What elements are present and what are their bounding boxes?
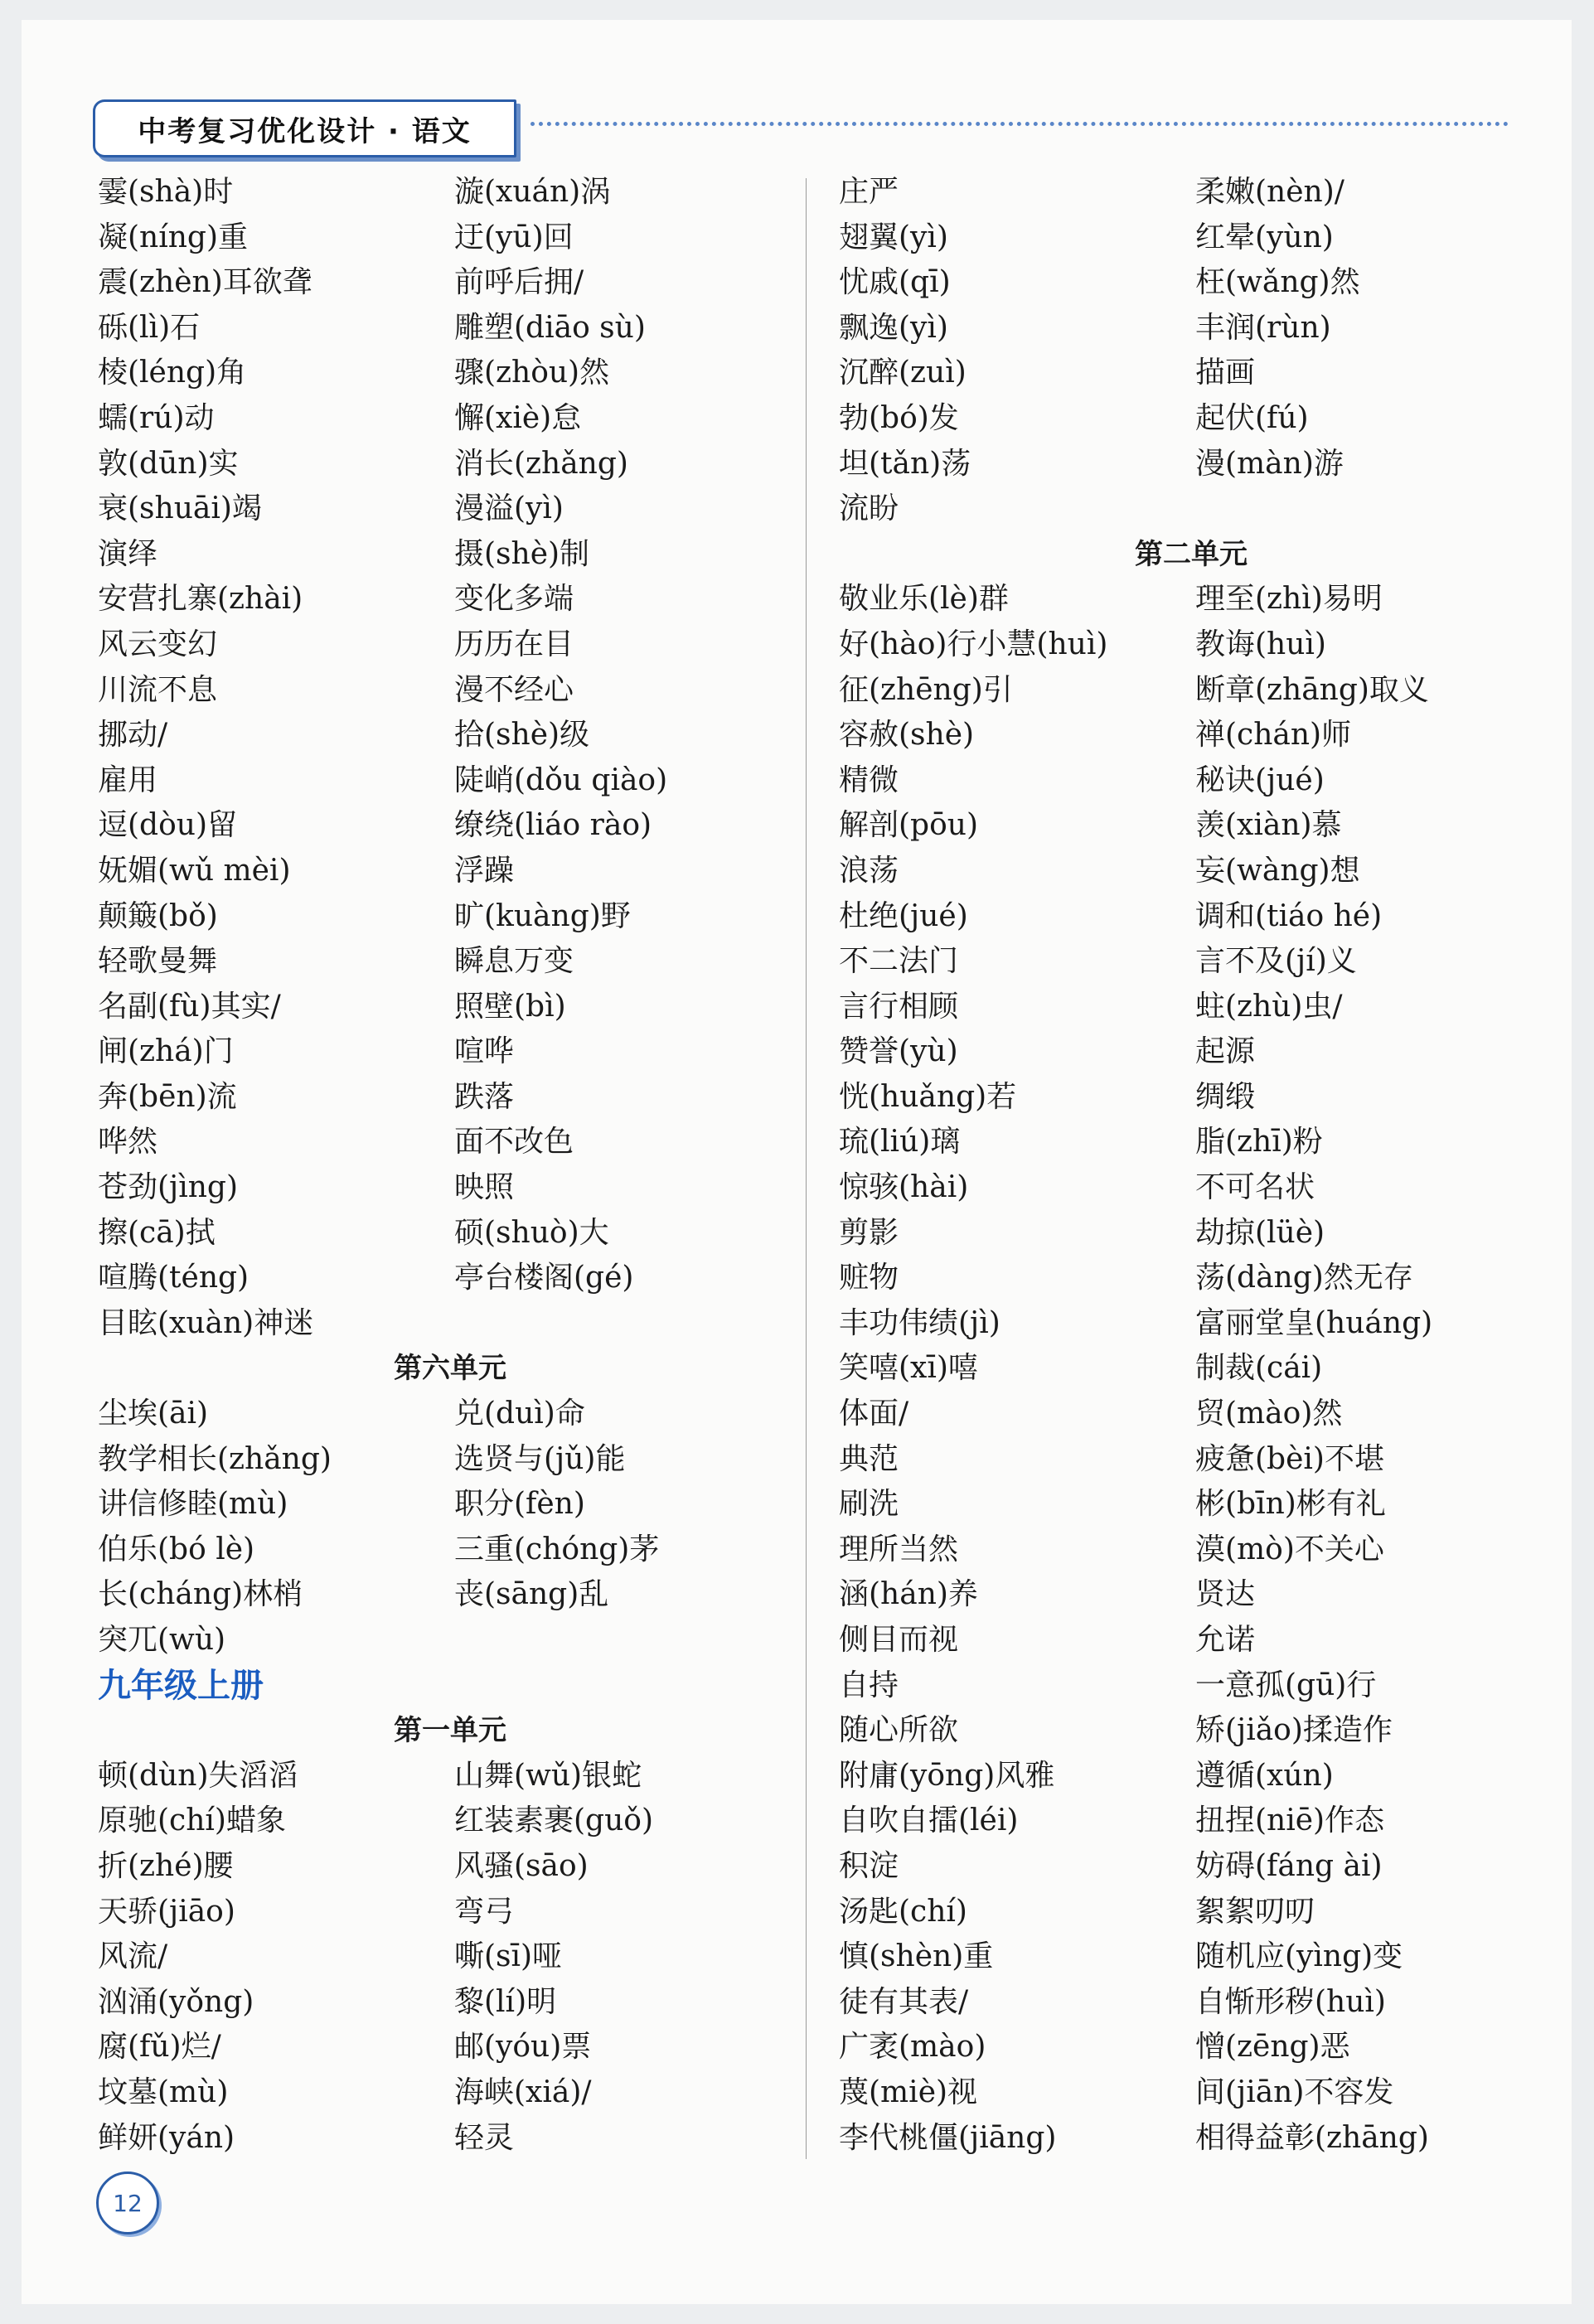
vocab-entry: 兑(duì)命 <box>454 1397 585 1431</box>
vocab-entry: 喧腾(téng) <box>98 1261 250 1295</box>
vocab-entry: 徒有其表/ <box>839 1984 969 2019</box>
vocab-entry: 好(hào)行小慧(huì) <box>839 627 1108 661</box>
vocab-entry: 擦(cā)拭 <box>98 1215 216 1250</box>
vocab-entry: 闸(zhá)门 <box>98 1034 234 1069</box>
vocab-entry: 沉醉(zuì) <box>839 356 967 390</box>
vocab-grid-left-a <box>98 170 802 1346</box>
vocab-entry: 弯弓 <box>454 1894 515 1929</box>
vocab-entry: 理所当然 <box>839 1532 959 1566</box>
vocab-entry: 自持 <box>839 1668 899 1702</box>
vocab-entry: 侧目而视 <box>839 1623 959 1657</box>
vocab-entry: 丰润(rùn) <box>1195 310 1331 345</box>
vocab-entry: 坟墓(mù) <box>98 2075 229 2109</box>
vocab-entry: 蛀(zhù)虫/ <box>1195 989 1343 1024</box>
unit-title-one: 第一单元 <box>394 1714 506 1748</box>
vocab-entry: 赃物 <box>839 1261 899 1295</box>
vocab-entry: 风云变幻 <box>98 627 218 661</box>
vocab-entry: 禅(chán)师 <box>1195 718 1352 753</box>
vocab-entry: 妩媚(wǔ mèi) <box>98 853 291 888</box>
vocab-entry: 风流/ <box>98 1939 168 1974</box>
vocab-entry: 恍(huǎng)若 <box>839 1079 1017 1114</box>
vocab-entry: 腐(fǔ)烂/ <box>98 2030 221 2065</box>
vocab-entry: 顿(dùn)失滔滔 <box>98 1758 298 1793</box>
vocab-entry: 笑嘻(xī)嘻 <box>839 1351 978 1386</box>
vocab-entry: 目眩(xuàn)神迷 <box>98 1305 314 1340</box>
vocab-entry: 突兀(wù) <box>98 1623 226 1657</box>
vocab-entry: 忧戚(qī) <box>839 265 951 300</box>
vocab-entry: 蔑(miè)视 <box>839 2075 978 2109</box>
vocab-entry: 翅翼(yì) <box>839 220 948 254</box>
vocab-entry: 雇用 <box>98 763 158 797</box>
vocab-entry: 旷(kuàng)野 <box>454 898 631 933</box>
vocab-entry: 漫(màn)游 <box>1195 446 1344 481</box>
column-divider <box>806 178 807 2159</box>
vocab-entry: 挪动/ <box>98 718 168 753</box>
vocab-entry: 庄严 <box>839 175 899 209</box>
vocab-entry: 刷洗 <box>839 1487 899 1522</box>
vocab-entry: 教诲(huì) <box>1195 627 1326 661</box>
vocab-entry: 言行相顾 <box>839 989 959 1024</box>
page-number: 12 <box>96 2171 159 2234</box>
vocab-entry: 敬业乐(lè)群 <box>839 582 1009 617</box>
grade-title: 九年级上册 <box>98 1666 264 1705</box>
vocab-entry: 不二法门 <box>839 944 959 979</box>
vocab-entry: 海峡(xiá)/ <box>454 2075 592 2109</box>
vocab-entry: 调和(tiáo hé) <box>1195 898 1383 933</box>
vocab-entry: 彬(bīn)彬有礼 <box>1195 1487 1386 1522</box>
vocab-entry: 随心所欲 <box>839 1713 959 1748</box>
vocab-entry: 贤达 <box>1195 1577 1256 1612</box>
vocab-entry: 精微 <box>839 763 899 797</box>
vocab-entry: 迂(yū)回 <box>454 220 574 254</box>
vocab-entry <box>454 1618 802 1663</box>
vocab-entry: 历历在目 <box>454 627 574 661</box>
left-column <box>98 170 802 2161</box>
vocab-entry: 慎(shèn)重 <box>839 1939 994 1974</box>
vocab-entry: 李代桃僵(jiāng) <box>839 2120 1057 2155</box>
vocab-entry: 贸(mào)然 <box>1195 1397 1343 1431</box>
vocab-entry: 漠(mò)不关心 <box>1195 1532 1384 1566</box>
vocab-entry: 颠簸(bǒ) <box>98 898 218 933</box>
vocab-entry: 名副(fù)其实/ <box>98 989 281 1024</box>
vocab-entry: 安营扎寨(zhài) <box>98 582 303 617</box>
vocab-entry: 震(zhèn)耳欲聋 <box>98 265 313 300</box>
vocab-entry: 红晕(yùn) <box>1195 220 1334 254</box>
vocab-entry: 绸缎 <box>1195 1079 1256 1114</box>
header-dotted-rule <box>531 122 1509 126</box>
vocab-entry: 流盼 <box>839 491 899 526</box>
vocab-entry: 选贤与(jǔ)能 <box>454 1441 626 1476</box>
vocab-entry: 脂(zhī)粉 <box>1195 1125 1323 1160</box>
vocab-entry: 嘶(sī)哑 <box>454 1939 563 1974</box>
vocab-entry: 哗然 <box>98 1125 158 1160</box>
vocab-entry: 奔(bēn)流 <box>98 1079 237 1114</box>
page-header-title: 中考复习优化设计 · 语文 <box>93 99 516 157</box>
vocab-entry: 陡峭(dǒu qiào) <box>454 763 668 797</box>
vocab-entry: 长(cháng)林梢 <box>98 1577 303 1612</box>
vocab-entry: 一意孤(gū)行 <box>1195 1668 1377 1702</box>
vocab-entry: 枉(wǎng)然 <box>1195 265 1360 300</box>
vocab-entry: 教学相长(zhǎng) <box>98 1441 332 1476</box>
vocab-entry: 鲜妍(yán) <box>98 2120 235 2155</box>
vocab-entry: 凝(níng)重 <box>98 220 249 254</box>
unit-title-two: 第二单元 <box>1135 537 1248 571</box>
vocab-entry: 瞬息万变 <box>454 944 574 979</box>
vocab-entry: 漫不经心 <box>454 672 574 707</box>
vocab-entry: 杜绝(jué) <box>839 898 968 933</box>
vocab-entry: 蠕(rú)动 <box>98 400 215 435</box>
vocab-entry: 川流不息 <box>98 672 218 707</box>
vocab-entry: 起源 <box>1195 1034 1256 1069</box>
vocab-entry: 允诺 <box>1195 1623 1256 1657</box>
vocab-grid-right-a <box>839 170 1543 532</box>
vocab-entry: 妄(wàng)想 <box>1195 853 1360 888</box>
vocab-entry: 解剖(pōu) <box>839 808 978 843</box>
vocab-entry: 黎(lí)明 <box>454 1984 557 2019</box>
vocab-entry: 相得益彰(zhāng) <box>1195 2120 1429 2155</box>
vocab-entry: 涵(hán)养 <box>839 1577 978 1612</box>
vocab-entry: 间(jiān)不容发 <box>1195 2075 1394 2109</box>
vocab-entry: 砾(lì)石 <box>98 310 201 345</box>
vocab-entry: 漩(xuán)涡 <box>454 175 611 209</box>
vocab-entry: 坦(tǎn)荡 <box>839 446 971 481</box>
vocab-entry: 汤匙(chí) <box>839 1894 967 1929</box>
vocab-entry: 照壁(bì) <box>454 989 566 1024</box>
vocab-entry: 容赦(shè) <box>839 718 975 753</box>
vocab-entry: 喧哗 <box>454 1034 515 1069</box>
vocab-entry: 断章(zhāng)取义 <box>1195 672 1429 707</box>
vocab-entry: 广袤(mào) <box>839 2030 986 2065</box>
vocab-entry: 絮絮叨叨 <box>1195 1894 1315 1929</box>
vocab-entry: 言不及(jí)义 <box>1195 944 1357 979</box>
vocab-entry: 体面/ <box>839 1397 909 1431</box>
vocab-entry: 轻歌曼舞 <box>98 944 218 979</box>
vocab-entry: 缭绕(liáo rào) <box>454 808 652 843</box>
vocab-entry: 妨碍(fáng ài) <box>1195 1848 1383 1883</box>
vocab-entry: 折(zhé)腰 <box>98 1848 234 1883</box>
vocab-entry: 积淀 <box>839 1848 899 1883</box>
vocab-entry: 扭捏(niē)作态 <box>1195 1804 1385 1838</box>
vocab-entry: 琉(liú)璃 <box>839 1125 961 1160</box>
vocab-entry: 摄(shè)制 <box>454 536 590 571</box>
vocab-entry: 漫溢(yì) <box>454 491 564 526</box>
vocab-entry: 衰(shuāi)竭 <box>98 491 262 526</box>
vocab-entry: 征(zhēng)引 <box>839 672 1013 707</box>
vocab-entry: 邮(yóu)票 <box>454 2030 592 2065</box>
vocab-entry: 浪荡 <box>839 853 899 888</box>
vocab-entry: 棱(léng)角 <box>98 356 247 390</box>
vocab-entry: 敦(dūn)实 <box>98 446 239 481</box>
vocab-entry: 理至(zhì)易明 <box>1195 582 1383 617</box>
vocab-entry: 自吹自擂(léi) <box>839 1804 1019 1838</box>
vocab-entry: 丰功伟绩(jì) <box>839 1305 1000 1340</box>
vocab-entry: 原驰(chí)蜡象 <box>98 1804 286 1838</box>
vocab-entry: 丧(sāng)乱 <box>454 1577 609 1612</box>
vocab-entry: 制裁(cái) <box>1195 1351 1323 1386</box>
vocab-entry: 起伏(fú) <box>1195 400 1309 435</box>
vocab-entry: 荡(dàng)然无存 <box>1195 1261 1413 1295</box>
vocab-entry: 汹涌(yǒng) <box>98 1984 254 2019</box>
vocab-entry: 亭台楼阁(gé) <box>454 1261 634 1295</box>
vocab-entry: 遵循(xún) <box>1195 1758 1334 1793</box>
vocab-entry <box>1195 487 1543 532</box>
vocab-entry: 红装素裹(guǒ) <box>454 1804 653 1838</box>
vocab-entry <box>454 1301 802 1347</box>
vocab-entry: 尘埃(āi) <box>98 1397 209 1431</box>
vocab-entry: 硕(shuò)大 <box>454 1215 609 1250</box>
vocab-entry: 前呼后拥/ <box>454 265 584 300</box>
vocab-entry: 讲信修睦(mù) <box>98 1487 288 1522</box>
vocab-entry: 映照 <box>454 1170 515 1205</box>
vocab-entry: 随机应(yìng)变 <box>1195 1939 1403 1974</box>
vocab-entry: 勃(bó)发 <box>839 400 959 435</box>
vocab-entry: 骤(zhòu)然 <box>454 356 610 390</box>
vocab-entry: 苍劲(jìng) <box>98 1170 238 1205</box>
vocab-entry: 自惭形秽(huì) <box>1195 1984 1386 2019</box>
vocab-entry: 附庸(yōng)风雅 <box>839 1758 1055 1793</box>
vocab-entry: 霎(shà)时 <box>98 175 234 209</box>
vocab-entry: 面不改色 <box>454 1125 574 1160</box>
vocab-entry: 雕塑(diāo sù) <box>454 310 646 345</box>
vocab-entry: 演绎 <box>98 536 158 571</box>
vocab-entry: 职分(fèn) <box>454 1487 585 1522</box>
vocab-entry: 飘逸(yì) <box>839 310 948 345</box>
vocab-entry: 天骄(jiāo) <box>98 1894 235 1929</box>
vocab-entry: 三重(chóng)茅 <box>454 1532 660 1566</box>
vocab-entry: 矫(jiǎo)揉造作 <box>1195 1713 1393 1748</box>
vocab-entry: 惊骇(hài) <box>839 1170 969 1205</box>
vocab-entry: 劫掠(lüè) <box>1195 1215 1325 1250</box>
vocab-entry: 不可名状 <box>1195 1170 1315 1205</box>
vocab-grid-left-b <box>98 1392 802 1663</box>
vocab-entry: 逗(dòu)留 <box>98 808 237 843</box>
vocab-entry: 典范 <box>839 1441 899 1476</box>
vocab-entry: 风骚(sāo) <box>454 1848 589 1883</box>
vocab-entry: 秘诀(jué) <box>1195 763 1325 797</box>
vocab-entry: 懈(xiè)怠 <box>454 400 582 435</box>
vocab-entry: 山舞(wǔ)银蛇 <box>454 1758 642 1793</box>
vocab-entry: 轻灵 <box>454 2120 515 2155</box>
vocab-entry: 剪影 <box>839 1215 899 1250</box>
vocab-entry: 跌落 <box>454 1079 515 1114</box>
vocab-entry: 伯乐(bó lè) <box>98 1532 255 1566</box>
right-column <box>839 170 1543 2161</box>
vocab-grid-left-c <box>98 1754 802 2161</box>
vocab-entry: 赞誉(yù) <box>839 1034 958 1069</box>
vocab-entry: 描画 <box>1195 356 1256 390</box>
vocab-entry: 消长(zhǎng) <box>454 446 628 481</box>
vocab-grid-right-b <box>839 577 1543 2161</box>
vocab-entry: 羡(xiàn)慕 <box>1195 808 1342 843</box>
vocab-entry: 富丽堂皇(huáng) <box>1195 1305 1433 1340</box>
vocab-entry: 憎(zēng)恶 <box>1195 2030 1350 2065</box>
vocab-entry: 浮躁 <box>454 853 515 888</box>
unit-title-six: 第六单元 <box>394 1352 506 1386</box>
vocab-entry: 变化多端 <box>454 582 574 617</box>
vocab-entry: 拾(shè)级 <box>454 718 590 753</box>
vocab-entry: 疲惫(bèi)不堪 <box>1195 1441 1384 1476</box>
vocab-entry: 柔嫩(nèn)/ <box>1195 175 1344 209</box>
